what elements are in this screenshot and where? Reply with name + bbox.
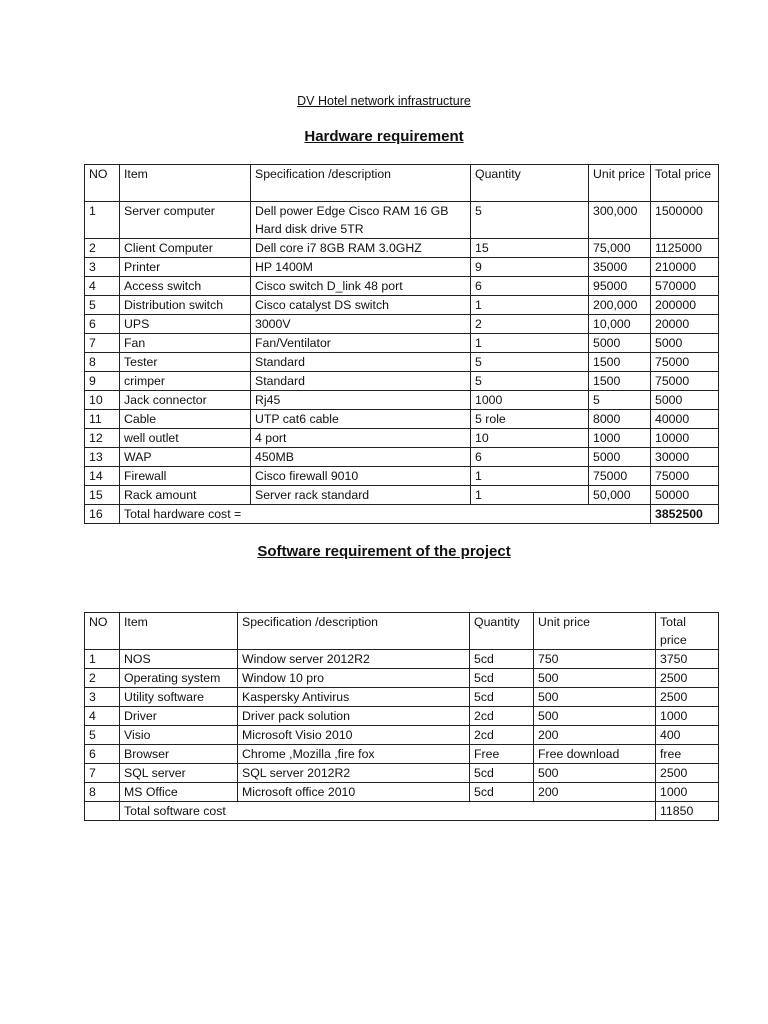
cell-item: Visio: [120, 726, 238, 745]
cell-unit-price: 5000: [589, 334, 651, 353]
table-row: [85, 391, 719, 410]
table-row: [85, 372, 719, 391]
cell-quantity: 1: [471, 296, 589, 315]
cell-item: SQL server: [120, 764, 238, 783]
cell-no: 2: [85, 669, 120, 688]
cell-no: 1: [85, 202, 120, 239]
header-spec: Specification /description: [251, 165, 471, 202]
table-header-row: [85, 165, 719, 202]
table-row: [85, 296, 719, 315]
cell-quantity: 1000: [471, 391, 589, 410]
cell-quantity: 5: [471, 202, 589, 239]
cell-quantity: 5cd: [470, 669, 534, 688]
header-quantity: Quantity: [471, 165, 589, 202]
cell-quantity: 5cd: [470, 783, 534, 802]
cell-total-price: 200000: [651, 296, 719, 315]
cell-quantity: 1: [471, 486, 589, 505]
cell-quantity: 5 role: [471, 410, 589, 429]
cell-total-price: 75000: [651, 372, 719, 391]
cell-spec: Cisco catalyst DS switch: [251, 296, 471, 315]
cell-item: Rack amount: [120, 486, 251, 505]
total-no: 16: [85, 505, 120, 524]
total-label: Total hardware cost =: [120, 505, 651, 524]
cell-unit-price: 750: [534, 650, 656, 669]
cell-spec: Chrome ,Mozilla ,fire fox: [238, 745, 470, 764]
cell-total-price: 2500: [656, 688, 719, 707]
cell-spec: Server rack standard: [251, 486, 471, 505]
cell-item: Distribution switch: [120, 296, 251, 315]
cell-total-price: 2500: [656, 669, 719, 688]
cell-total-price: 75000: [651, 467, 719, 486]
cell-no: 3: [85, 258, 120, 277]
cell-unit-price: 35000: [589, 258, 651, 277]
cell-item: WAP: [120, 448, 251, 467]
table-row: [85, 429, 719, 448]
cell-total-price: 20000: [651, 315, 719, 334]
header-total-price: Total price: [651, 165, 719, 202]
header-no: NO: [85, 165, 120, 202]
cell-no: 10: [85, 391, 120, 410]
cell-item: Printer: [120, 258, 251, 277]
cell-spec: 3000V: [251, 315, 471, 334]
cell-quantity: 1: [471, 467, 589, 486]
cell-spec: Window 10 pro: [238, 669, 470, 688]
table-row: [85, 277, 719, 296]
cell-item: Server computer: [120, 202, 251, 239]
cell-spec: SQL server 2012R2: [238, 764, 470, 783]
cell-no: 3: [85, 688, 120, 707]
cell-unit-price: 50,000: [589, 486, 651, 505]
cell-spec: Fan/Ventilator: [251, 334, 471, 353]
cell-item: Browser: [120, 745, 238, 764]
cell-quantity: 1: [471, 334, 589, 353]
cell-quantity: 5: [471, 372, 589, 391]
cell-item: Operating system: [120, 669, 238, 688]
header-spec: Specification /description: [238, 613, 470, 650]
cell-no: 8: [85, 353, 120, 372]
cell-no: 2: [85, 239, 120, 258]
cell-total-price: 1000: [656, 783, 719, 802]
cell-total-price: 40000: [651, 410, 719, 429]
cell-no: 14: [85, 467, 120, 486]
cell-total-price: free: [656, 745, 719, 764]
total-value: 3852500: [651, 505, 719, 524]
header-item: Item: [120, 165, 251, 202]
cell-total-price: 5000: [651, 391, 719, 410]
cell-unit-price: 1000: [589, 429, 651, 448]
cell-spec: Window server 2012R2: [238, 650, 470, 669]
cell-total-price: 1500000: [651, 202, 719, 239]
software-section-title: Software requirement of the project: [257, 543, 511, 560]
cell-item: crimper: [120, 372, 251, 391]
cell-no: 12: [85, 429, 120, 448]
cell-spec: Microsoft office 2010: [238, 783, 470, 802]
cell-unit-price: 5000: [589, 448, 651, 467]
cell-item: Jack connector: [120, 391, 251, 410]
table-row: [85, 353, 719, 372]
cell-item: NOS: [120, 650, 238, 669]
cell-unit-price: 500: [534, 707, 656, 726]
table-header-row: [85, 613, 719, 650]
cell-unit-price: 1500: [589, 353, 651, 372]
table-row: [85, 334, 719, 353]
table-row: [85, 202, 719, 239]
cell-spec: UTP cat6 cable: [251, 410, 471, 429]
cell-unit-price: 75000: [589, 467, 651, 486]
cell-unit-price: 200: [534, 726, 656, 745]
total-value: 11850: [656, 802, 719, 821]
header-unit-price: Unit price: [534, 613, 656, 650]
cell-unit-price: 500: [534, 669, 656, 688]
table-row: [85, 410, 719, 429]
cell-no: 4: [85, 707, 120, 726]
cell-unit-price: 75,000: [589, 239, 651, 258]
cell-spec: Cisco switch D_link 48 port: [251, 277, 471, 296]
hardware-total-row: [85, 505, 719, 524]
cell-no: 4: [85, 277, 120, 296]
cell-spec: Kaspersky Antivirus: [238, 688, 470, 707]
cell-item: Driver: [120, 707, 238, 726]
cell-total-price: 1125000: [651, 239, 719, 258]
cell-unit-price: 95000: [589, 277, 651, 296]
table-row: [85, 707, 719, 726]
cell-quantity: 2cd: [470, 726, 534, 745]
cell-no: 11: [85, 410, 120, 429]
software-total-row: [85, 802, 719, 821]
header-no: NO: [85, 613, 120, 650]
cell-total-price: 50000: [651, 486, 719, 505]
cell-no: 5: [85, 726, 120, 745]
cell-no: 13: [85, 448, 120, 467]
cell-quantity: 5cd: [470, 688, 534, 707]
cell-spec: Dell power Edge Cisco RAM 16 GB Hard disk drive 5TR: [251, 202, 471, 239]
table-row: [85, 239, 719, 258]
cell-quantity: 5cd: [470, 650, 534, 669]
cell-unit-price: 5: [589, 391, 651, 410]
cell-item: Tester: [120, 353, 251, 372]
cell-item: Cable: [120, 410, 251, 429]
cell-no: 5: [85, 296, 120, 315]
cell-quantity: 6: [471, 277, 589, 296]
cell-total-price: 3750: [656, 650, 719, 669]
software-table: [84, 612, 719, 821]
cell-unit-price: 300,000: [589, 202, 651, 239]
table-row: [85, 467, 719, 486]
cell-unit-price: 1500: [589, 372, 651, 391]
table-row: [85, 745, 719, 764]
cell-quantity: 9: [471, 258, 589, 277]
cell-spec: HP 1400M: [251, 258, 471, 277]
cell-spec: Driver pack solution: [238, 707, 470, 726]
cell-no: 1: [85, 650, 120, 669]
cell-total-price: 210000: [651, 258, 719, 277]
cell-unit-price: 500: [534, 688, 656, 707]
cell-quantity: 6: [471, 448, 589, 467]
table-row: [85, 764, 719, 783]
cell-quantity: 2: [471, 315, 589, 334]
cell-item: Firewall: [120, 467, 251, 486]
cell-item: well outlet: [120, 429, 251, 448]
table-row: [85, 258, 719, 277]
cell-spec: Dell core i7 8GB RAM 3.0GHZ: [251, 239, 471, 258]
cell-total-price: 30000: [651, 448, 719, 467]
cell-unit-price: 10,000: [589, 315, 651, 334]
cell-item: Fan: [120, 334, 251, 353]
cell-quantity: 2cd: [470, 707, 534, 726]
cell-quantity: Free: [470, 745, 534, 764]
table-row: [85, 315, 719, 334]
cell-spec: 450MB: [251, 448, 471, 467]
cell-no: 6: [85, 315, 120, 334]
cell-spec: Standard: [251, 372, 471, 391]
cell-unit-price: Free download: [534, 745, 656, 764]
cell-total-price: 10000: [651, 429, 719, 448]
cell-item: MS Office: [120, 783, 238, 802]
cell-unit-price: 8000: [589, 410, 651, 429]
cell-spec: Microsoft Visio 2010: [238, 726, 470, 745]
cell-spec: Cisco firewall 9010: [251, 467, 471, 486]
cell-no: 7: [85, 334, 120, 353]
table-row: [85, 669, 719, 688]
hardware-section-title: Hardware requirement: [304, 128, 464, 145]
table-row: [85, 726, 719, 745]
cell-item: Client Computer: [120, 239, 251, 258]
cell-no: 7: [85, 764, 120, 783]
header-item: Item: [120, 613, 238, 650]
cell-quantity: 5cd: [470, 764, 534, 783]
document-title: DV Hotel network infrastructure: [297, 94, 471, 108]
cell-item: Utility software: [120, 688, 238, 707]
cell-spec: 4 port: [251, 429, 471, 448]
table-row: [85, 448, 719, 467]
cell-total-price: 570000: [651, 277, 719, 296]
table-row: [85, 650, 719, 669]
cell-quantity: 15: [471, 239, 589, 258]
cell-no: 9: [85, 372, 120, 391]
cell-no: 6: [85, 745, 120, 764]
total-no: [85, 802, 120, 821]
cell-spec: Standard: [251, 353, 471, 372]
cell-quantity: 10: [471, 429, 589, 448]
header-unit-price: Unit price: [589, 165, 651, 202]
table-row: [85, 688, 719, 707]
cell-item: Access switch: [120, 277, 251, 296]
cell-unit-price: 500: [534, 764, 656, 783]
cell-spec: Rj45: [251, 391, 471, 410]
cell-unit-price: 200,000: [589, 296, 651, 315]
hardware-table: [84, 164, 719, 524]
cell-total-price: 2500: [656, 764, 719, 783]
cell-total-price: 400: [656, 726, 719, 745]
cell-item: UPS: [120, 315, 251, 334]
cell-total-price: 75000: [651, 353, 719, 372]
cell-total-price: 5000: [651, 334, 719, 353]
header-quantity: Quantity: [470, 613, 534, 650]
header-total-price: Total price: [656, 613, 719, 650]
total-label: Total software cost: [120, 802, 656, 821]
cell-unit-price: 200: [534, 783, 656, 802]
cell-quantity: 5: [471, 353, 589, 372]
table-row: [85, 486, 719, 505]
cell-no: 8: [85, 783, 120, 802]
cell-total-price: 1000: [656, 707, 719, 726]
table-row: [85, 783, 719, 802]
cell-no: 15: [85, 486, 120, 505]
